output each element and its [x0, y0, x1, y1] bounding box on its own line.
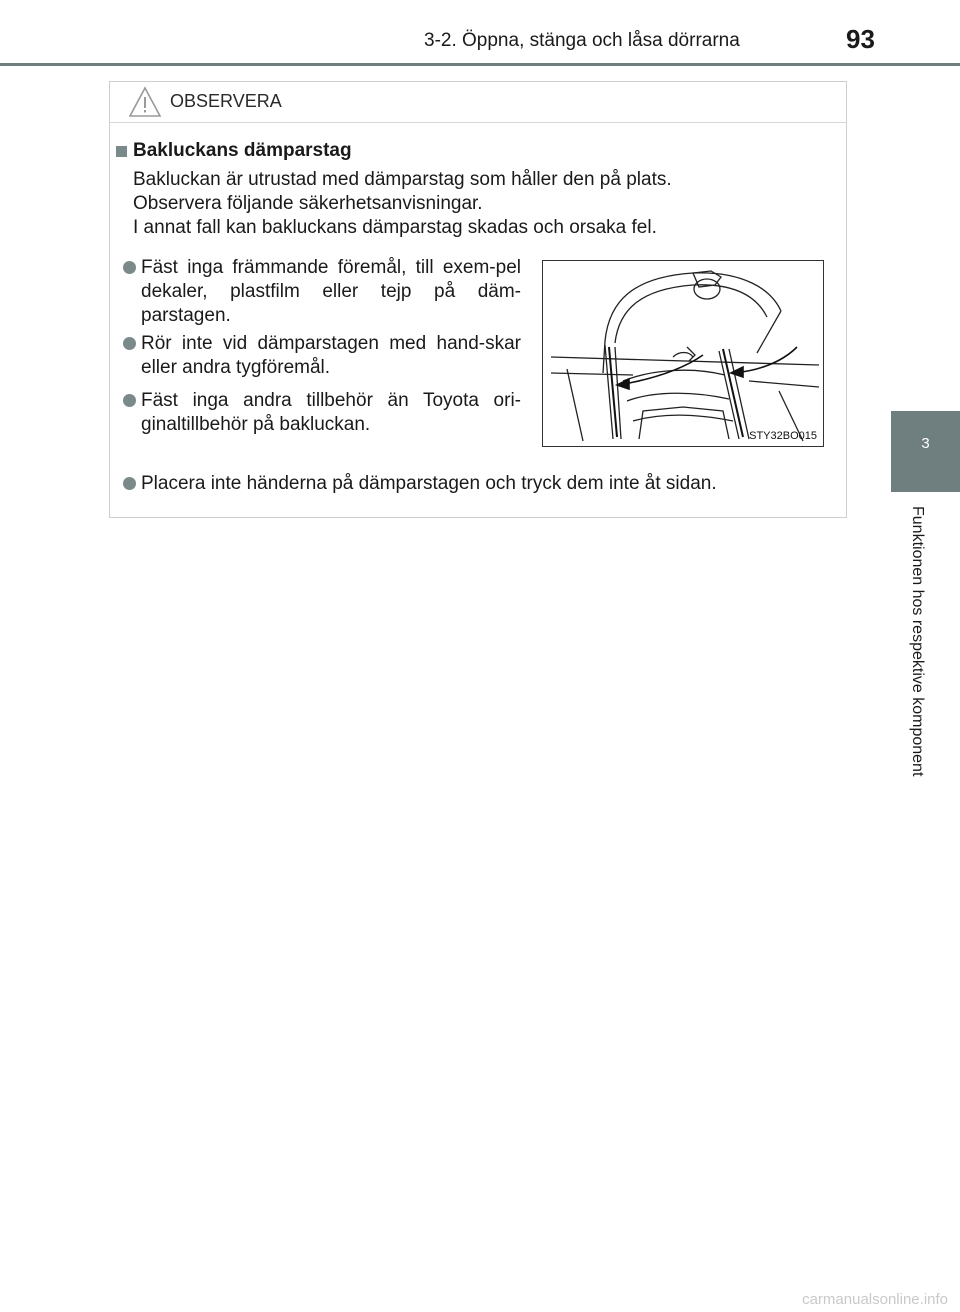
bullet-item: [123, 332, 521, 380]
intro-line: Bakluckan är utrustad med dämparstag som håller den på plats.: [133, 169, 672, 190]
header-title: 3-2. Öppna, stänga och låsa dörrarna: [424, 30, 740, 51]
bullet-text: Fäst inga andra tillbehör än Toyota ori-ginaltillbehör på bakluckan.: [141, 390, 521, 435]
header-rule: [0, 63, 960, 66]
bullet-item: [123, 472, 823, 496]
tailgate-illustration: [542, 260, 824, 447]
tailgate-damper-drawing: [543, 261, 823, 446]
round-bullet-icon: [123, 394, 136, 407]
square-bullet-icon: [116, 146, 127, 157]
caution-header: [110, 82, 846, 123]
caution-label: OBSERVERA: [170, 91, 282, 111]
bullet-item: [123, 389, 521, 437]
section-heading-text: Bakluckans dämparstag: [133, 140, 352, 161]
intro-text: [133, 168, 833, 240]
chapter-tab[interactable]: [891, 411, 960, 492]
intro-line: Observera följande säkerhetsanvisningar.: [133, 193, 483, 214]
watermark: carmanualsonline.info: [802, 1291, 948, 1308]
bullet-text: Placera inte händerna på dämparstagen och tryck dem inte åt sidan.: [141, 473, 717, 494]
page-number: 93: [846, 24, 875, 54]
intro-line: I annat fall kan bakluckans dämparstag skadas och orsaka fel.: [133, 217, 657, 238]
warning-triangle-icon: [128, 86, 162, 118]
section-heading: [116, 140, 352, 162]
bullet-text: Rör inte vid dämparstagen med hand-skar eller andra tygföremål.: [141, 333, 521, 378]
figure-code: STY32BO015: [749, 430, 817, 442]
round-bullet-icon: [123, 477, 136, 490]
chapter-number: 3: [921, 435, 930, 452]
round-bullet-icon: [123, 337, 136, 350]
caution-box: [109, 81, 847, 518]
bullet-item: [123, 256, 521, 328]
round-bullet-icon: [123, 261, 136, 274]
chapter-label: Funktionen hos respektive komponent: [909, 506, 926, 777]
bullet-text: Fäst inga främmande föremål, till exem-pel dekaler, plastfilm eller tejp på däm-parstagen.: [141, 257, 521, 326]
